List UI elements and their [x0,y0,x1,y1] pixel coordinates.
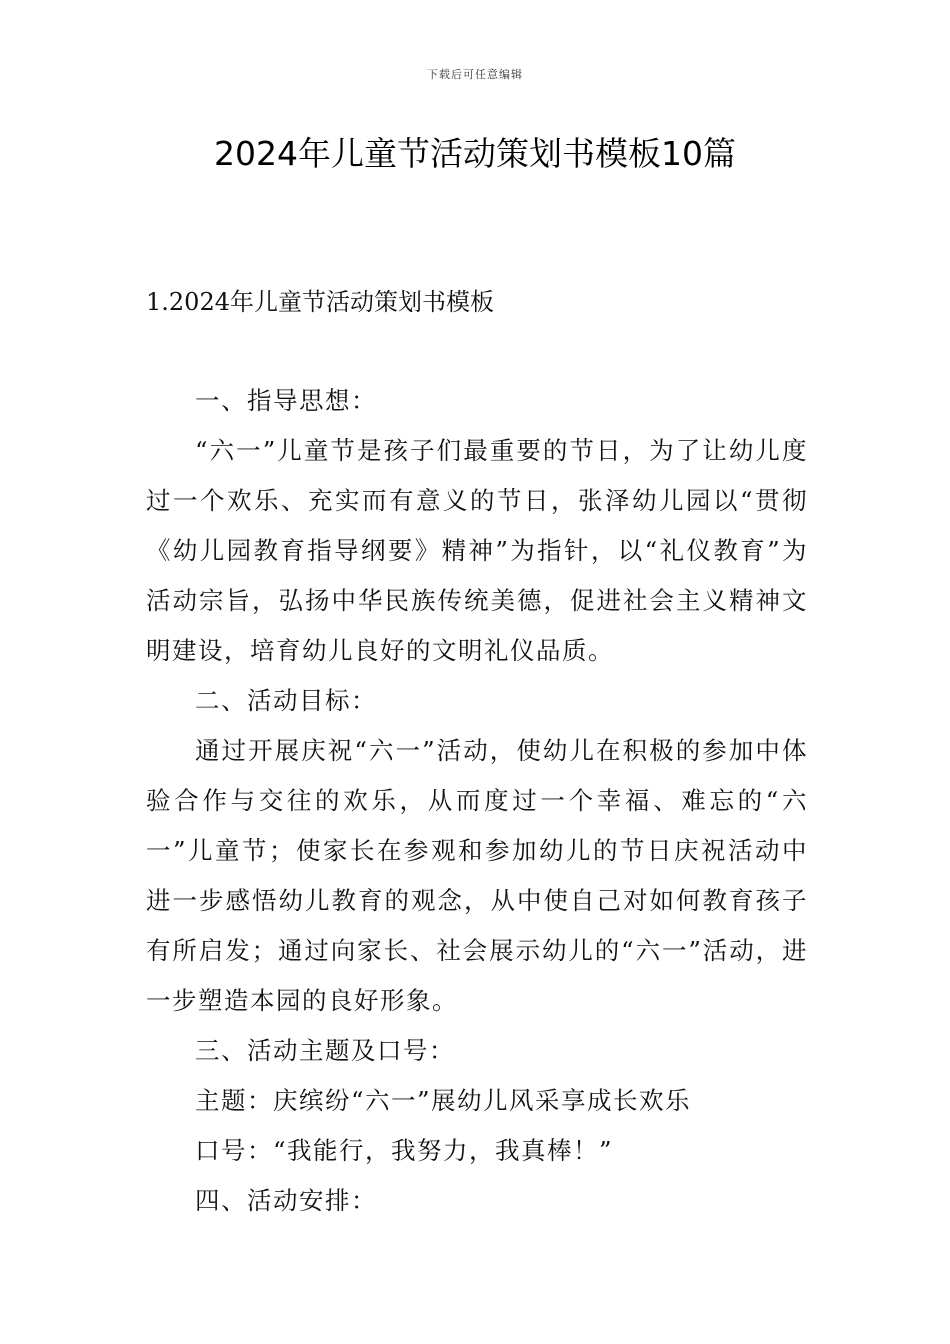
heading-activity-goals: 二、活动目标： [195,686,377,715]
header-note: 下载后可任意编辑 [427,68,523,81]
document-body [146,376,808,1226]
heading-theme-slogan: 三、活动主题及口号： [195,1036,455,1065]
heading-guiding-ideology: 一、指导思想： [195,386,377,415]
section-heading: 1.2024年儿童节活动策划书模板 [146,288,494,316]
paragraph-guiding-ideology: “六一”儿童节是孩子们最重要的节日，为了让幼儿度过一个欢乐、充实而有意义的节日，张泽幼儿园以“贯彻《幼儿园教育指导纲要》精神”为指针，以“礼仪教育”为活动宗旨，弘扬中华民族传统美德，促进社会主义精神文明建设，培育幼儿良好的文明礼仪品质。 [146,436,808,665]
paragraph-theme: 主题：庆缤纷“六一”展幼儿风采享成长欢乐 [195,1086,692,1115]
heading-activity-arrangement: 四、活动安排： [195,1186,377,1215]
document-title: 2024年儿童节活动策划书模板10篇 [214,134,736,173]
paragraph-activity-goals: 通过开展庆祝“六一”活动，使幼儿在积极的参加中体验合作与交往的欢乐，从而度过一个幸福、难忘的“六一”儿童节；使家长在参观和参加幼儿的节日庆祝活动中进一步感悟幼儿教育的观念，从中使自己对如何教育孩子有所启发；通过向家长、社会展示幼儿的“六一”活动，进一步塑造本园的良好形象。 [146,736,808,1015]
paragraph-slogan: 口号：“我能行，我努力，我真棒！” [195,1136,614,1165]
